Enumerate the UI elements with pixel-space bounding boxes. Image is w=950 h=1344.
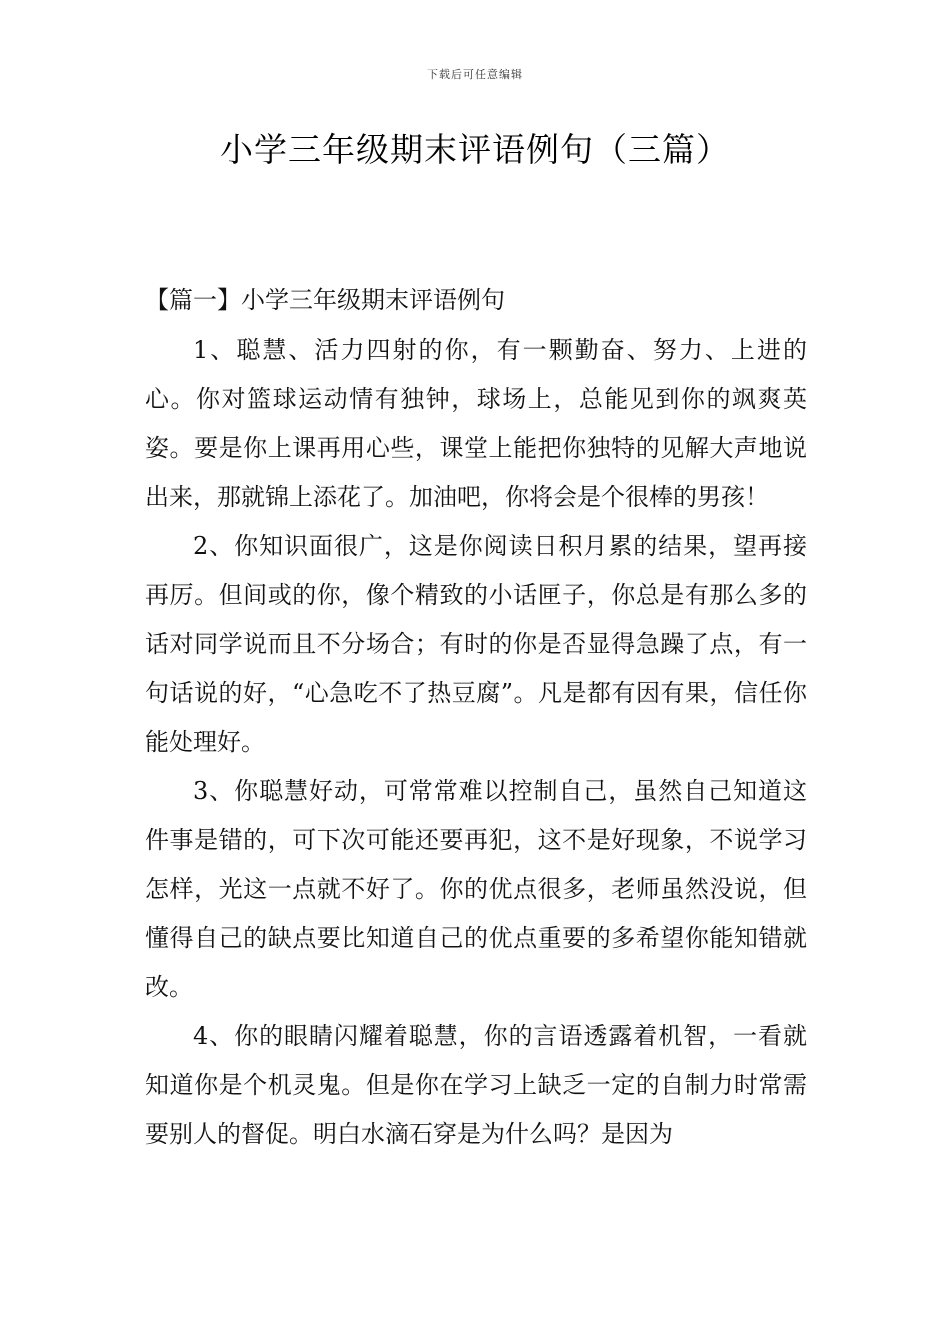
- page-header-note: 下载后可任意编辑: [427, 68, 523, 81]
- paragraph-2: 2、你知识面很广，这是你阅读日积月累的结果，望再接再厉。但间或的你，像个精致的小话匣子，你总是有那么多的话对同学说而且不分场合；有时的你是否显得急躁了点，有一句话说的好，“心急吃不了热豆腐”。凡是都有因有果，信任你能处理好。: [145, 532, 807, 756]
- document-body: [145, 278, 807, 1159]
- paragraph-1: 1、聪慧、活力四射的你，有一颗勤奋、努力、上进的心。你对篮球运动情有独钟，球场上，总能见到你的飒爽英姿。要是你上课再用心些，课堂上能把你独特的见解大声地说出来，那就锦上添花了。加油吧，你将会是个很棒的男孩！: [145, 336, 807, 511]
- document-title: 小学三年级期末评语例句（三篇）: [220, 130, 730, 169]
- paragraph-4: 4、你的眼睛闪耀着聪慧，你的言语透露着机智，一看就知道你是个机灵鬼。但是你在学习上缺乏一定的自制力时常需要别人的督促。明白水滴石穿是为什么吗？是因为: [145, 1022, 807, 1148]
- paragraph-3: 3、你聪慧好动，可常常难以控制自己，虽然自己知道这件事是错的，可下次可能还要再犯，这不是好现象，不说学习怎样，光这一点就不好了。你的优点很多，老师虽然没说，但懂得自己的缺点要比知道自己的优点重要的多希望你能知错就改。: [145, 777, 807, 1001]
- section-heading: 【篇一】小学三年级期末评语例句: [145, 286, 505, 314]
